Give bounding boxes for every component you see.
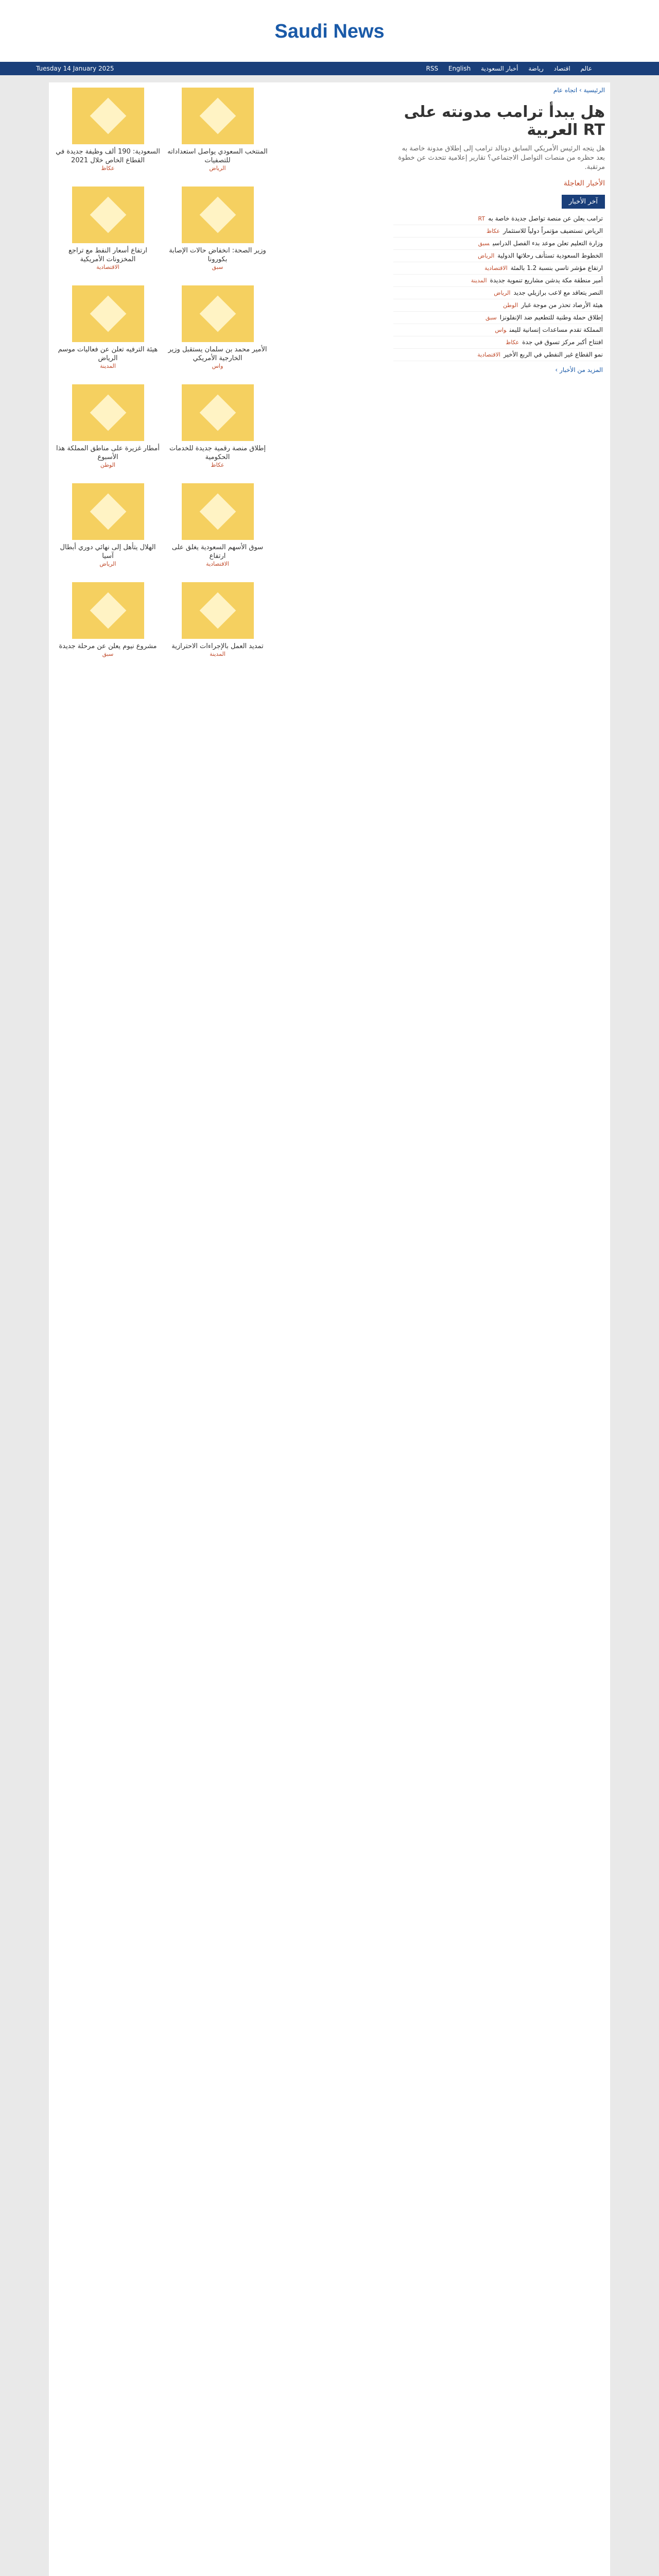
news-thumbnail[interactable]	[182, 187, 254, 243]
nav-link[interactable]: رياضة	[528, 65, 544, 72]
news-headline[interactable]: المملكة تقدم مساعدات إنسانية لليمن	[509, 326, 603, 333]
list-item[interactable]	[393, 250, 603, 262]
news-card[interactable]	[55, 285, 161, 378]
news-thumbnail[interactable]	[72, 187, 144, 243]
site-logo[interactable]: Saudi News	[274, 21, 385, 42]
news-thumbnail[interactable]	[72, 384, 144, 441]
list-item[interactable]	[393, 336, 603, 349]
news-thumbnail[interactable]	[72, 88, 144, 144]
nav-link[interactable]: أخبار السعودية	[481, 65, 518, 72]
news-card-title[interactable]: تمديد العمل بالإجراءات الاحترازية	[171, 642, 264, 650]
news-card-title[interactable]: الهلال يتأهل إلى نهائي دوري أبطال آسيا	[60, 544, 156, 560]
news-card[interactable]	[165, 285, 270, 378]
article-lede: هل يتجه الرئيس الأمريكي السابق دونالد ترامب إلى إطلاق مدونة خاصة به بعد حظره من منصات التواصل الاجتماعي؟ تقارير إعلامية تتحدث عن خطوة مرتقبة.	[398, 145, 605, 171]
news-source: سبق	[478, 240, 490, 247]
news-card[interactable]	[55, 384, 161, 477]
news-card-title[interactable]: ارتفاع أسعار النفط مع تراجع المخزونات الأمريكية	[68, 247, 147, 263]
news-card-source: سبق	[212, 264, 223, 270]
current-date: Tuesday 14 January 2025	[36, 65, 114, 72]
news-thumbnail[interactable]	[182, 582, 254, 639]
news-source: الرياض	[478, 252, 495, 259]
list-item[interactable]	[393, 299, 603, 312]
news-card-source: سبق	[102, 651, 114, 657]
news-list	[386, 213, 610, 361]
news-source: المدينة	[471, 277, 487, 284]
news-thumbnail[interactable]	[182, 483, 254, 540]
news-source: سبق	[485, 314, 497, 321]
section-tag[interactable]: الأخبار العاجلة	[563, 179, 605, 188]
news-card-title[interactable]: أمطار غزيرة على مناطق المملكة هذا الأسبوع	[56, 445, 160, 461]
news-headline[interactable]: الرياض تستضيف مؤتمراً دولياً للاستثمار	[503, 227, 603, 234]
news-thumbnail[interactable]	[72, 285, 144, 342]
news-card-title[interactable]: سوق الأسهم السعودية يغلق على ارتفاع	[171, 544, 264, 560]
news-card[interactable]	[165, 384, 270, 477]
news-card[interactable]	[165, 483, 270, 576]
news-card-source: عكاظ	[101, 165, 115, 172]
more-news-link[interactable]: المزيد من الأخبار ›	[555, 366, 603, 374]
news-card-source: الاقتصادية	[206, 561, 229, 567]
news-card-title[interactable]: هيئة الترفيه تعلن عن فعاليات موسم الرياض	[58, 346, 158, 362]
list-item[interactable]	[393, 275, 603, 287]
news-source: عكاظ	[506, 339, 519, 346]
news-card[interactable]	[55, 582, 161, 675]
breadcrumb[interactable]: الرئيسية › اتجاه عام	[553, 87, 605, 94]
news-headline[interactable]: ترامب يعلن عن منصة تواصل جديدة خاصة به	[488, 215, 603, 222]
news-headline[interactable]: النصر يتعاقد مع لاعب برازيلي جديد	[513, 289, 603, 296]
page-title: هل يبدأ ترامب مدونته على RT العربية	[404, 103, 605, 139]
news-card-source: المدينة	[100, 363, 116, 369]
news-list-title: آخر الأخبار	[562, 195, 605, 209]
news-card-source: الرياض	[209, 165, 226, 172]
news-card[interactable]	[165, 88, 270, 180]
news-headline[interactable]: وزارة التعليم تعلن موعد بدء الفصل الدراسي	[492, 240, 603, 247]
news-card-source: الرياض	[99, 561, 116, 567]
news-thumbnail[interactable]	[72, 582, 144, 639]
list-item[interactable]	[393, 349, 603, 361]
nav-link[interactable]: English	[448, 65, 471, 72]
news-card[interactable]	[55, 483, 161, 576]
nav-link[interactable]: RSS	[426, 65, 439, 72]
news-source: الوطن	[502, 302, 518, 309]
news-card-source: المدينة	[210, 651, 226, 657]
news-card-source: عكاظ	[211, 462, 224, 468]
related-grid	[49, 82, 381, 686]
list-item[interactable]	[393, 312, 603, 324]
news-card-title[interactable]: المنتخب السعودي يواصل استعداداته للتصفيات	[167, 148, 268, 164]
top-navbar	[0, 62, 659, 75]
news-source: عكاظ	[486, 228, 500, 234]
news-headline[interactable]: إطلاق حملة وطنية للتطعيم ضد الإنفلونزا	[499, 314, 603, 321]
news-card-source: الوطن	[100, 462, 116, 468]
news-card-title[interactable]: السعودية: 190 ألف وظيفة جديدة في القطاع الخاص خلال 2021	[56, 148, 160, 164]
list-item[interactable]	[393, 213, 603, 225]
list-item[interactable]	[393, 262, 603, 275]
news-headline[interactable]: هيئة الأرصاد تحذر من موجة غبار	[521, 301, 603, 309]
news-card[interactable]	[165, 187, 270, 279]
nav-link[interactable]: عالم	[580, 65, 592, 72]
news-thumbnail[interactable]	[182, 384, 254, 441]
list-item[interactable]	[393, 238, 603, 250]
news-card-title[interactable]: مشروع نيوم يعلن عن مرحلة جديدة	[59, 642, 157, 650]
news-headline[interactable]: الخطوط السعودية تستأنف رحلاتها الدولية	[497, 252, 603, 259]
news-card-source: واس	[212, 363, 223, 369]
news-thumbnail[interactable]	[182, 285, 254, 342]
news-source: الاقتصادية	[477, 351, 500, 358]
news-source: RT	[478, 215, 485, 222]
news-headline[interactable]: أمير منطقة مكة يدشن مشاريع تنموية جديدة	[490, 277, 603, 284]
list-item[interactable]	[393, 287, 603, 299]
news-headline[interactable]: نمو القطاع غير النفطي في الربع الأخير	[503, 351, 603, 358]
news-headline[interactable]: ارتفاع مؤشر تاسي بنسبة 1.2 بالمئة	[510, 264, 603, 272]
list-item[interactable]	[393, 225, 603, 238]
news-card-title[interactable]: الأمير محمد بن سلمان يستقبل وزير الخارجية الأمريكي	[168, 346, 267, 362]
news-headline[interactable]: افتتاح أكبر مركز تسوق في جدة	[522, 338, 603, 346]
news-card-title[interactable]: إطلاق منصة رقمية جديدة للخدمات الحكومية	[169, 445, 266, 461]
article-column	[386, 82, 610, 379]
nav-links	[418, 65, 592, 72]
site-header	[0, 0, 659, 62]
news-thumbnail[interactable]	[72, 483, 144, 540]
list-item[interactable]	[393, 324, 603, 336]
news-source: الاقتصادية	[484, 265, 508, 272]
nav-link[interactable]: اقتصاد	[553, 65, 570, 72]
news-source: واس	[495, 327, 507, 333]
news-card[interactable]	[55, 187, 161, 279]
news-card-title[interactable]: وزير الصحة: انخفاض حالات الإصابة بكورونا	[169, 247, 266, 263]
news-thumbnail[interactable]	[182, 88, 254, 144]
news-source: الرياض	[494, 290, 511, 296]
content-wrapper	[49, 82, 610, 2576]
news-card[interactable]	[55, 88, 161, 180]
news-card[interactable]	[165, 582, 270, 675]
news-card-source: الاقتصادية	[96, 264, 119, 270]
